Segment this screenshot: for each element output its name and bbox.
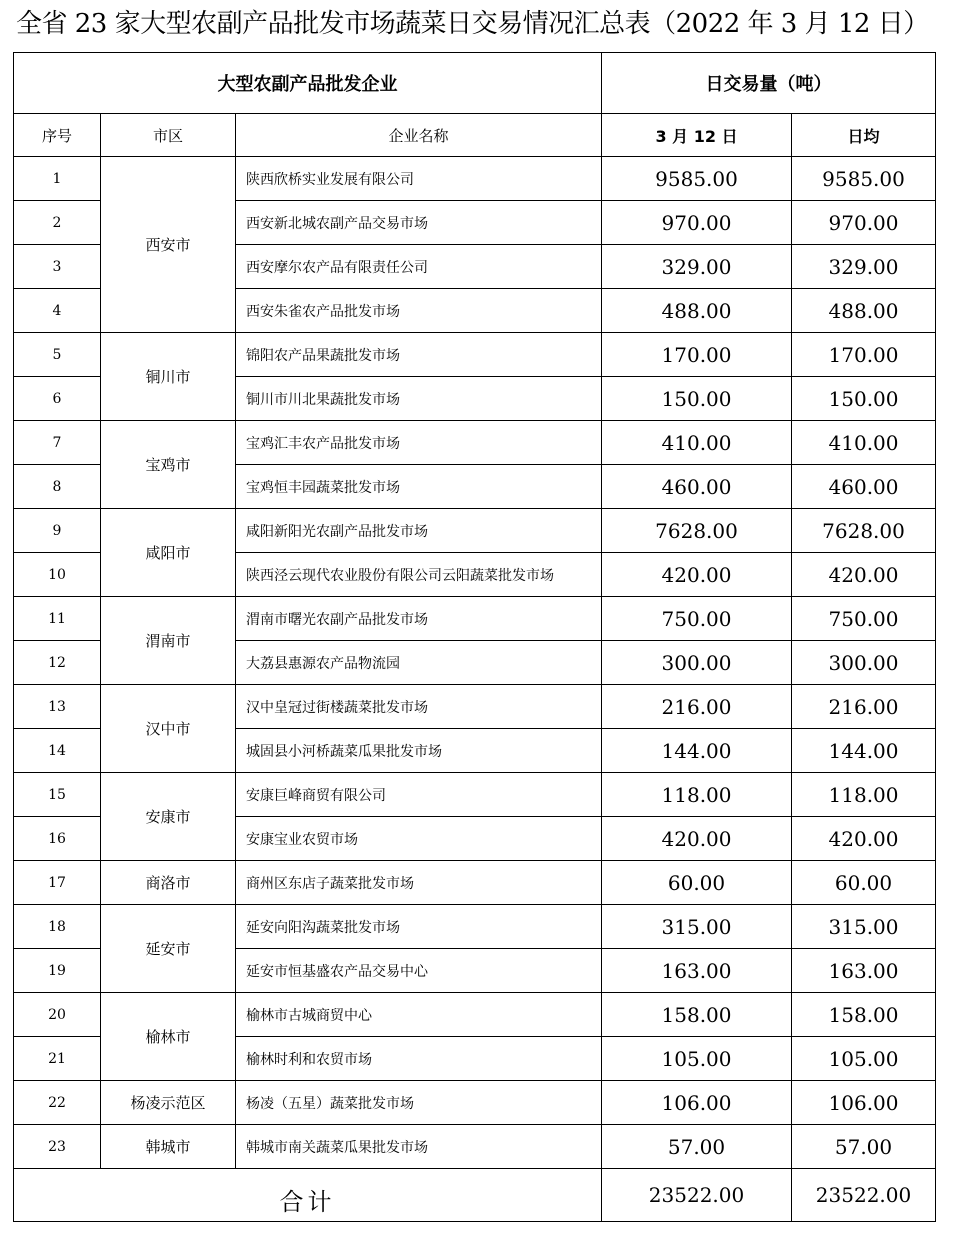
row-day-volume: 216.00 (602, 685, 792, 729)
row-city: 杨凌示范区 (101, 1081, 236, 1125)
volume-group-header: 日交易量（吨） (602, 53, 936, 114)
row-day-volume: 170.00 (602, 333, 792, 377)
row-day-volume: 144.00 (602, 729, 792, 773)
row-enterprise-name: 西安朱雀农产品批发市场 (236, 289, 602, 333)
page-title: 全省 23 家大型农副产品批发市场蔬菜日交易情况汇总表（2022 年 3 月 12 日） (16, 9, 929, 39)
row-enterprise-name: 汉中皇冠过街楼蔬菜批发市场 (236, 685, 602, 729)
row-seq: 8 (14, 465, 101, 509)
row-seq: 15 (14, 773, 101, 817)
row-seq: 11 (14, 597, 101, 641)
row-day-volume: 105.00 (602, 1037, 792, 1081)
row-seq: 7 (14, 421, 101, 465)
table-row (14, 509, 936, 553)
row-avg-volume: 970.00 (792, 201, 936, 245)
row-enterprise-name: 咸阳新阳光农副产品批发市场 (236, 509, 602, 553)
row-avg-volume: 170.00 (792, 333, 936, 377)
row-city: 咸阳市 (101, 509, 236, 597)
row-enterprise-name: 宝鸡恒丰园蔬菜批发市场 (236, 465, 602, 509)
row-day-volume: 420.00 (602, 817, 792, 861)
row-seq: 20 (14, 993, 101, 1037)
table-row (14, 773, 936, 817)
total-day-volume: 23522.00 (602, 1169, 792, 1222)
row-day-volume: 57.00 (602, 1125, 792, 1169)
row-seq: 17 (14, 861, 101, 905)
row-avg-volume: 460.00 (792, 465, 936, 509)
row-enterprise-name: 延安市恒基盛农产品交易中心 (236, 949, 602, 993)
row-avg-volume: 750.00 (792, 597, 936, 641)
table-row (14, 1125, 936, 1169)
row-seq: 9 (14, 509, 101, 553)
row-day-volume: 60.00 (602, 861, 792, 905)
row-day-volume: 315.00 (602, 905, 792, 949)
row-day-volume: 329.00 (602, 245, 792, 289)
row-day-volume: 158.00 (602, 993, 792, 1037)
col-day-header: 3 月 12 日 (602, 114, 792, 157)
col-avg-header: 日均 (792, 114, 936, 157)
table-row (14, 597, 936, 641)
row-seq: 21 (14, 1037, 101, 1081)
row-city: 铜川市 (101, 333, 236, 421)
row-seq: 5 (14, 333, 101, 377)
row-enterprise-name: 韩城市南关蔬菜瓜果批发市场 (236, 1125, 602, 1169)
row-city: 延安市 (101, 905, 236, 993)
row-day-volume: 150.00 (602, 377, 792, 421)
row-seq: 23 (14, 1125, 101, 1169)
enterprise-group-header: 大型农副产品批发企业 (14, 53, 602, 114)
row-city: 榆林市 (101, 993, 236, 1081)
row-enterprise-name: 杨凌（五星）蔬菜批发市场 (236, 1081, 602, 1125)
row-day-volume: 460.00 (602, 465, 792, 509)
row-city: 渭南市 (101, 597, 236, 685)
row-city: 安康市 (101, 773, 236, 861)
row-enterprise-name: 陕西欣桥实业发展有限公司 (236, 157, 602, 201)
row-enterprise-name: 榆林市古城商贸中心 (236, 993, 602, 1037)
row-day-volume: 750.00 (602, 597, 792, 641)
table-row (14, 905, 936, 949)
row-enterprise-name: 延安向阳沟蔬菜批发市场 (236, 905, 602, 949)
row-seq: 1 (14, 157, 101, 201)
row-avg-volume: 106.00 (792, 1081, 936, 1125)
row-seq: 13 (14, 685, 101, 729)
row-day-volume: 9585.00 (602, 157, 792, 201)
row-avg-volume: 118.00 (792, 773, 936, 817)
row-day-volume: 488.00 (602, 289, 792, 333)
row-seq: 6 (14, 377, 101, 421)
row-avg-volume: 329.00 (792, 245, 936, 289)
row-avg-volume: 300.00 (792, 641, 936, 685)
row-seq: 10 (14, 553, 101, 597)
col-name-header: 企业名称 (236, 114, 602, 157)
row-avg-volume: 150.00 (792, 377, 936, 421)
row-city: 汉中市 (101, 685, 236, 773)
row-avg-volume: 420.00 (792, 553, 936, 597)
row-seq: 3 (14, 245, 101, 289)
row-city: 宝鸡市 (101, 421, 236, 509)
row-day-volume: 106.00 (602, 1081, 792, 1125)
row-avg-volume: 105.00 (792, 1037, 936, 1081)
total-avg-volume: 23522.00 (792, 1169, 936, 1222)
table-row (14, 685, 936, 729)
table-row (14, 421, 936, 465)
row-enterprise-name: 大荔县惠源农产品物流园 (236, 641, 602, 685)
total-row (14, 1169, 936, 1222)
row-day-volume: 7628.00 (602, 509, 792, 553)
row-enterprise-name: 安康巨峰商贸有限公司 (236, 773, 602, 817)
row-day-volume: 420.00 (602, 553, 792, 597)
row-seq: 16 (14, 817, 101, 861)
total-label: 合计 (14, 1169, 602, 1222)
row-enterprise-name: 渭南市曙光农副产品批发市场 (236, 597, 602, 641)
table-row (14, 1081, 936, 1125)
table-row (14, 333, 936, 377)
row-avg-volume: 60.00 (792, 861, 936, 905)
row-enterprise-name: 榆林时利和农贸市场 (236, 1037, 602, 1081)
row-avg-volume: 488.00 (792, 289, 936, 333)
row-day-volume: 970.00 (602, 201, 792, 245)
row-avg-volume: 163.00 (792, 949, 936, 993)
table-row (14, 993, 936, 1037)
row-enterprise-name: 陕西泾云现代农业股份有限公司云阳蔬菜批发市场 (236, 553, 602, 597)
header-row-group (14, 53, 936, 114)
row-day-volume: 118.00 (602, 773, 792, 817)
row-enterprise-name: 宝鸡汇丰农产品批发市场 (236, 421, 602, 465)
row-avg-volume: 158.00 (792, 993, 936, 1037)
row-seq: 18 (14, 905, 101, 949)
row-avg-volume: 9585.00 (792, 157, 936, 201)
row-day-volume: 163.00 (602, 949, 792, 993)
row-city: 商洛市 (101, 861, 236, 905)
row-avg-volume: 420.00 (792, 817, 936, 861)
row-day-volume: 410.00 (602, 421, 792, 465)
row-avg-volume: 57.00 (792, 1125, 936, 1169)
col-seq-header: 序号 (14, 114, 101, 157)
row-avg-volume: 144.00 (792, 729, 936, 773)
row-avg-volume: 410.00 (792, 421, 936, 465)
table-row (14, 861, 936, 905)
header-row-columns (14, 114, 936, 157)
row-day-volume: 300.00 (602, 641, 792, 685)
trading-table (13, 52, 936, 1222)
row-seq: 14 (14, 729, 101, 773)
row-city: 韩城市 (101, 1125, 236, 1169)
row-enterprise-name: 锦阳农产品果蔬批发市场 (236, 333, 602, 377)
row-enterprise-name: 城固县小河桥蔬菜瓜果批发市场 (236, 729, 602, 773)
row-seq: 12 (14, 641, 101, 685)
table-row (14, 157, 936, 201)
row-enterprise-name: 商州区东店子蔬菜批发市场 (236, 861, 602, 905)
row-enterprise-name: 铜川市川北果蔬批发市场 (236, 377, 602, 421)
row-avg-volume: 7628.00 (792, 509, 936, 553)
row-city: 西安市 (101, 157, 236, 333)
row-enterprise-name: 西安摩尔农产品有限责任公司 (236, 245, 602, 289)
row-seq: 2 (14, 201, 101, 245)
row-avg-volume: 315.00 (792, 905, 936, 949)
row-seq: 19 (14, 949, 101, 993)
col-city-header: 市区 (101, 114, 236, 157)
row-enterprise-name: 西安新北城农副产品交易市场 (236, 201, 602, 245)
row-seq: 22 (14, 1081, 101, 1125)
row-enterprise-name: 安康宝业农贸市场 (236, 817, 602, 861)
row-seq: 4 (14, 289, 101, 333)
row-avg-volume: 216.00 (792, 685, 936, 729)
